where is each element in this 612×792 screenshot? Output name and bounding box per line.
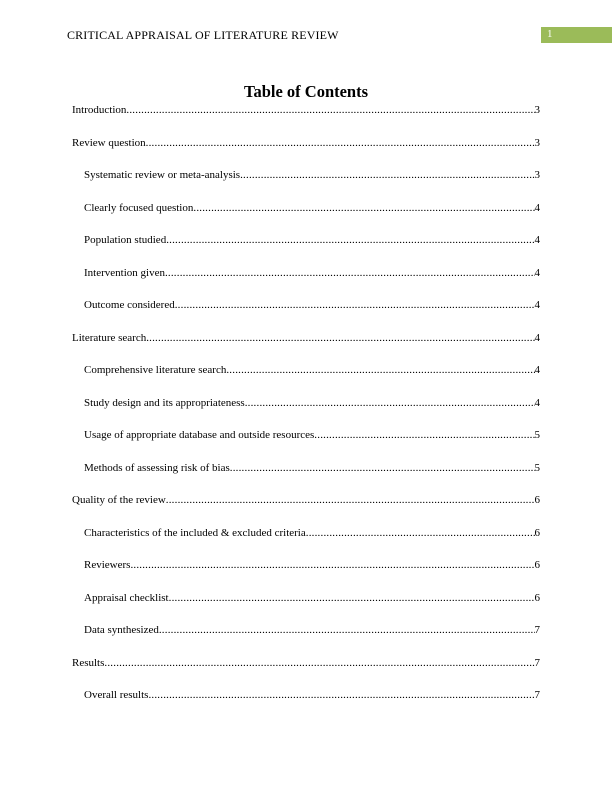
toc-entry[interactable] (72, 137, 540, 170)
toc-title: Table of Contents (243, 82, 369, 101)
toc-entry-page: 6 (534, 559, 540, 571)
toc-entry-page: 4 (534, 364, 540, 376)
table-of-contents (72, 104, 540, 722)
toc-dot-leader (169, 592, 535, 604)
toc-entry-text: Appraisal checklist (84, 591, 169, 604)
toc-entry-page: 3 (534, 104, 540, 116)
toc-dot-leader (130, 559, 534, 571)
toc-entry[interactable] (72, 169, 540, 202)
toc-entry[interactable] (72, 494, 540, 527)
toc-entry-page: 4 (534, 396, 540, 409)
page-number: 1 (547, 28, 553, 40)
toc-entry[interactable] (72, 592, 540, 625)
toc-entry[interactable] (72, 657, 540, 690)
toc-entry-page: 4 (534, 299, 540, 311)
toc-entry-text: Study design and its appropriateness (84, 396, 245, 409)
toc-dot-leader (175, 299, 535, 311)
toc-entry-text: Intervention given (84, 266, 165, 279)
toc-dot-leader (165, 267, 535, 279)
toc-entry-page: 4 (534, 234, 540, 246)
toc-entry[interactable] (72, 462, 540, 495)
toc-entry[interactable] (72, 397, 540, 430)
toc-entry[interactable] (72, 332, 540, 365)
toc-dot-leader (226, 364, 534, 376)
toc-entry-page: 4 (534, 201, 540, 214)
toc-dot-leader (240, 169, 534, 181)
toc-entry-page: 7 (534, 624, 540, 636)
toc-entry-text: Population studied (84, 234, 167, 246)
toc-entry[interactable] (72, 429, 540, 462)
toc-entry-page: 4 (534, 331, 540, 344)
toc-entry-page: 5 (534, 429, 540, 441)
toc-entry[interactable] (72, 202, 540, 235)
toc-dot-leader (230, 462, 535, 474)
toc-entry[interactable] (72, 689, 540, 722)
toc-entry-page: 6 (534, 494, 540, 506)
page-header (0, 27, 612, 45)
toc-entry-text: Quality of the review (72, 494, 166, 506)
toc-entry-page: 6 (534, 591, 540, 604)
toc-dot-leader (245, 397, 535, 409)
toc-entry-text: Comprehensive literature search (84, 364, 227, 376)
toc-entry-page: 7 (534, 689, 540, 701)
toc-entry-text: Systematic review or meta-analysis (84, 169, 241, 181)
toc-entry[interactable] (72, 104, 540, 137)
toc-entry-text: Results (72, 656, 105, 669)
toc-dot-leader (126, 104, 534, 116)
toc-entry-page: 4 (534, 266, 540, 279)
toc-entry-text: Introduction (72, 104, 127, 116)
toc-entry-text: Literature search (72, 331, 147, 344)
toc-entry-text: Methods of assessing risk of bias (84, 461, 230, 474)
toc-entry-text: Characteristics of the included & excluded criteria (84, 526, 306, 539)
toc-entry-page: 5 (534, 461, 540, 474)
toc-entry[interactable] (72, 234, 540, 267)
toc-dot-leader (148, 689, 534, 701)
toc-entry[interactable] (72, 624, 540, 657)
toc-entry-text: Usage of appropriate database and outside resources (84, 429, 315, 441)
toc-entry[interactable] (72, 299, 540, 332)
toc-dot-leader (166, 234, 534, 246)
toc-dot-leader (104, 657, 534, 669)
page-number-badge (541, 27, 612, 43)
toc-entry-text: Outcome considered (84, 299, 175, 311)
toc-entry-text: Reviewers (84, 559, 131, 571)
toc-entry-page: 3 (534, 136, 540, 149)
toc-dot-leader (314, 429, 534, 441)
toc-entry[interactable] (72, 527, 540, 560)
toc-entry[interactable] (72, 559, 540, 592)
toc-entry-page: 7 (534, 656, 540, 669)
running-head: CRITICAL APPRAISAL OF LITERATURE REVIEW (67, 28, 339, 42)
toc-dot-leader (146, 332, 534, 344)
toc-entry-text: Clearly focused question (84, 201, 194, 214)
toc-dot-leader (159, 624, 535, 636)
toc-entry[interactable] (72, 267, 540, 300)
toc-dot-leader (146, 137, 535, 149)
toc-dot-leader (166, 494, 535, 506)
toc-entry-text: Overall results (84, 689, 149, 701)
toc-entry-text: Review question (72, 136, 146, 149)
toc-entry[interactable] (72, 364, 540, 397)
toc-entry-page: 3 (534, 169, 540, 181)
toc-dot-leader (193, 202, 534, 214)
toc-dot-leader (306, 527, 535, 539)
toc-entry-text: Data synthesized (84, 624, 159, 636)
toc-entry-page: 6 (534, 526, 540, 539)
